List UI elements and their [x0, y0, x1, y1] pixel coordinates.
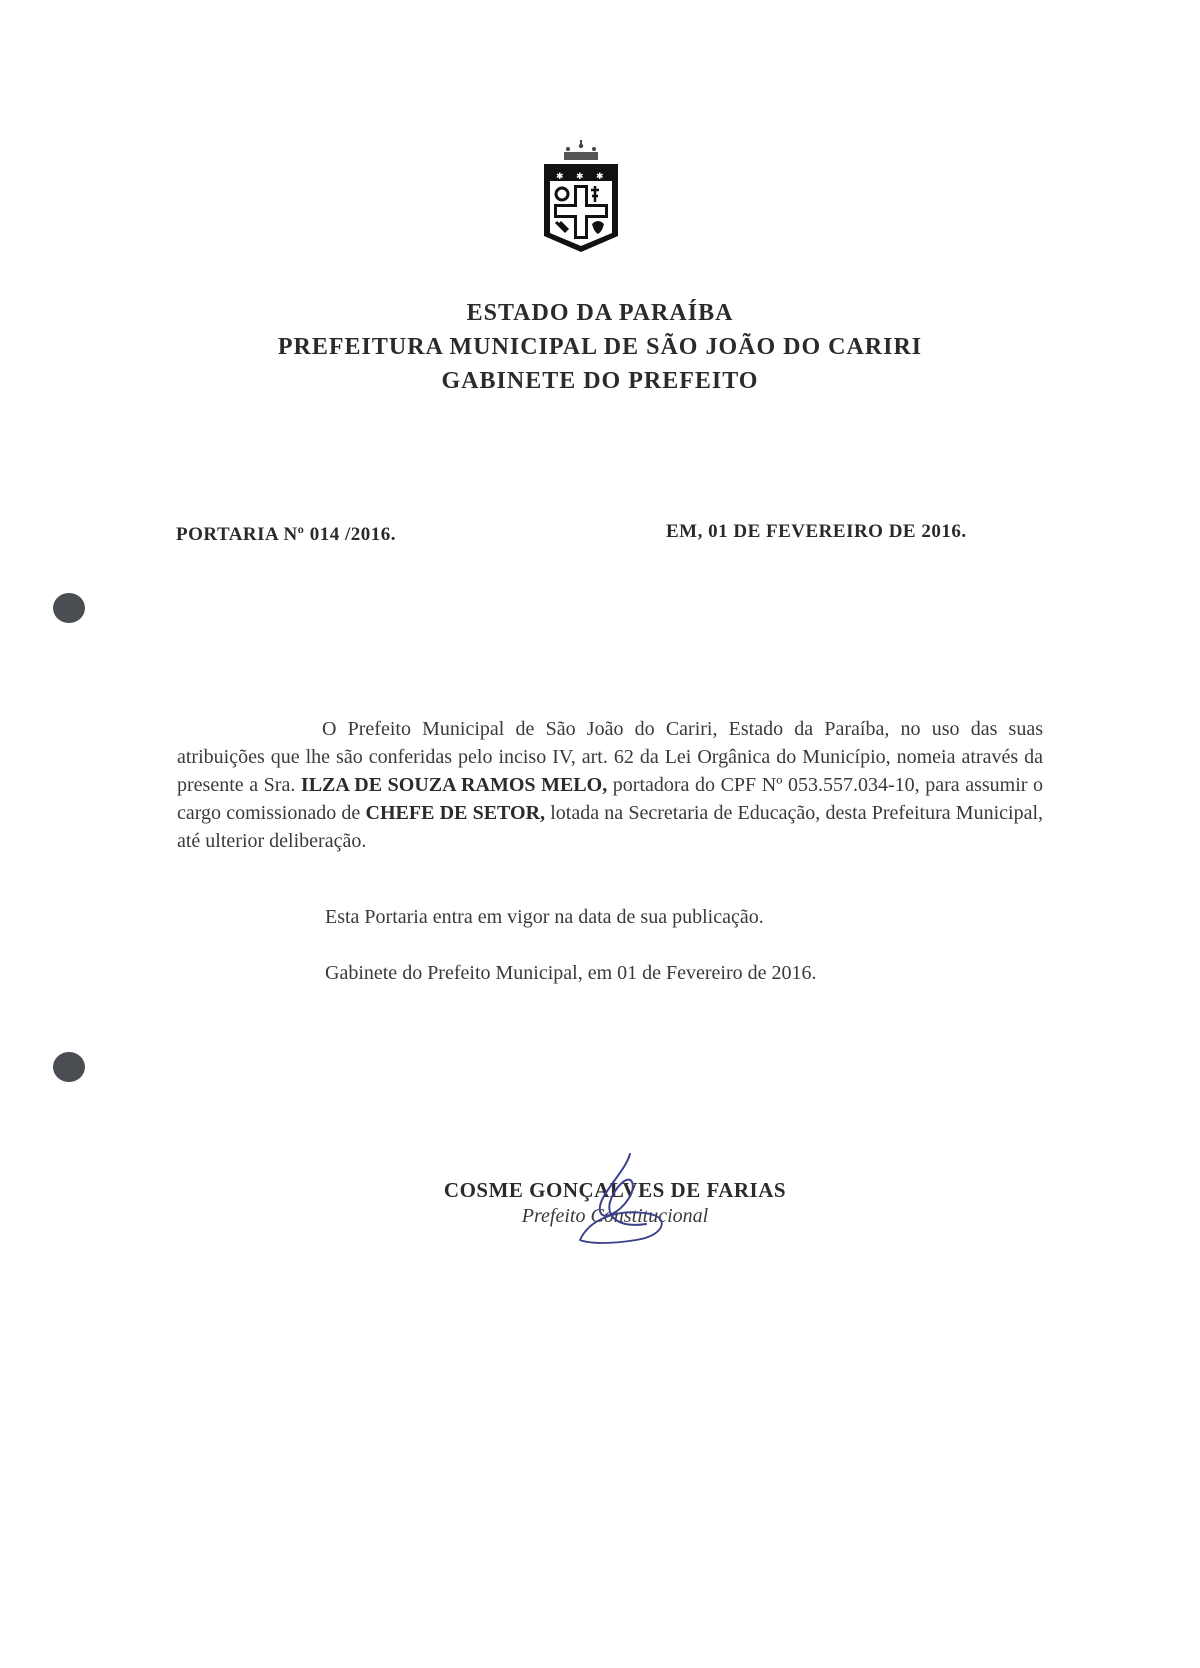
appointed-position: CHEFE DE SETOR,	[365, 802, 546, 824]
punch-hole-icon	[53, 593, 85, 623]
document-body	[177, 715, 1043, 855]
office-heading: GABINETE DO PREFEITO	[441, 368, 759, 394]
svg-text:✱: ✱	[576, 172, 584, 182]
signer-name: COSME GONÇALVES DE FARIAS	[443, 1178, 787, 1202]
signer-title: Prefeito Constitucional	[521, 1205, 709, 1227]
paragraph-text-3: lotada na Secretaria de Educação, desta Prefeitura Municipal, até ulterior deliberação.	[177, 802, 1044, 852]
svg-text:✱: ✱	[556, 172, 564, 182]
punch-hole-icon	[53, 1052, 85, 1082]
portaria-date: EM, 01 DE FEVEREIRO DE 2016.	[666, 521, 967, 542]
municipal-coat-of-arms-icon	[538, 138, 624, 256]
appointee-name: ILZA DE SOUZA RAMOS MELO,	[300, 774, 608, 796]
portaria-number: PORTARIA Nº 014 /2016.	[176, 524, 396, 545]
effective-clause: Esta Portaria entra em vigor na data de sua publicação.	[325, 906, 764, 928]
municipality-heading: PREFEITURA MUNICIPAL DE SÃO JOÃO DO CARIRI	[277, 334, 923, 360]
issuance-line: Gabinete do Prefeito Municipal, em 01 de Fevereiro de 2016.	[325, 962, 817, 984]
paragraph-text-2: portadora do CPF Nº 053.557.034-10, para assumir o cargo comissionado de	[177, 774, 1044, 824]
appointment-paragraph	[177, 715, 1043, 855]
svg-text:✱: ✱	[596, 172, 604, 182]
state-heading: ESTADO DA PARAÍBA	[466, 300, 734, 326]
paragraph-text-1: O Prefeito Municipal de São João do Cariri, Estado da Paraíba, no uso das suas atribuições que lhe são conferidas pelo inciso IV, art. 62 da Lei Orgânica do Município, nomeia através da presente a Sra.	[177, 718, 1043, 796]
document-header	[0, 296, 1200, 398]
handwritten-signature-icon	[560, 1148, 680, 1252]
